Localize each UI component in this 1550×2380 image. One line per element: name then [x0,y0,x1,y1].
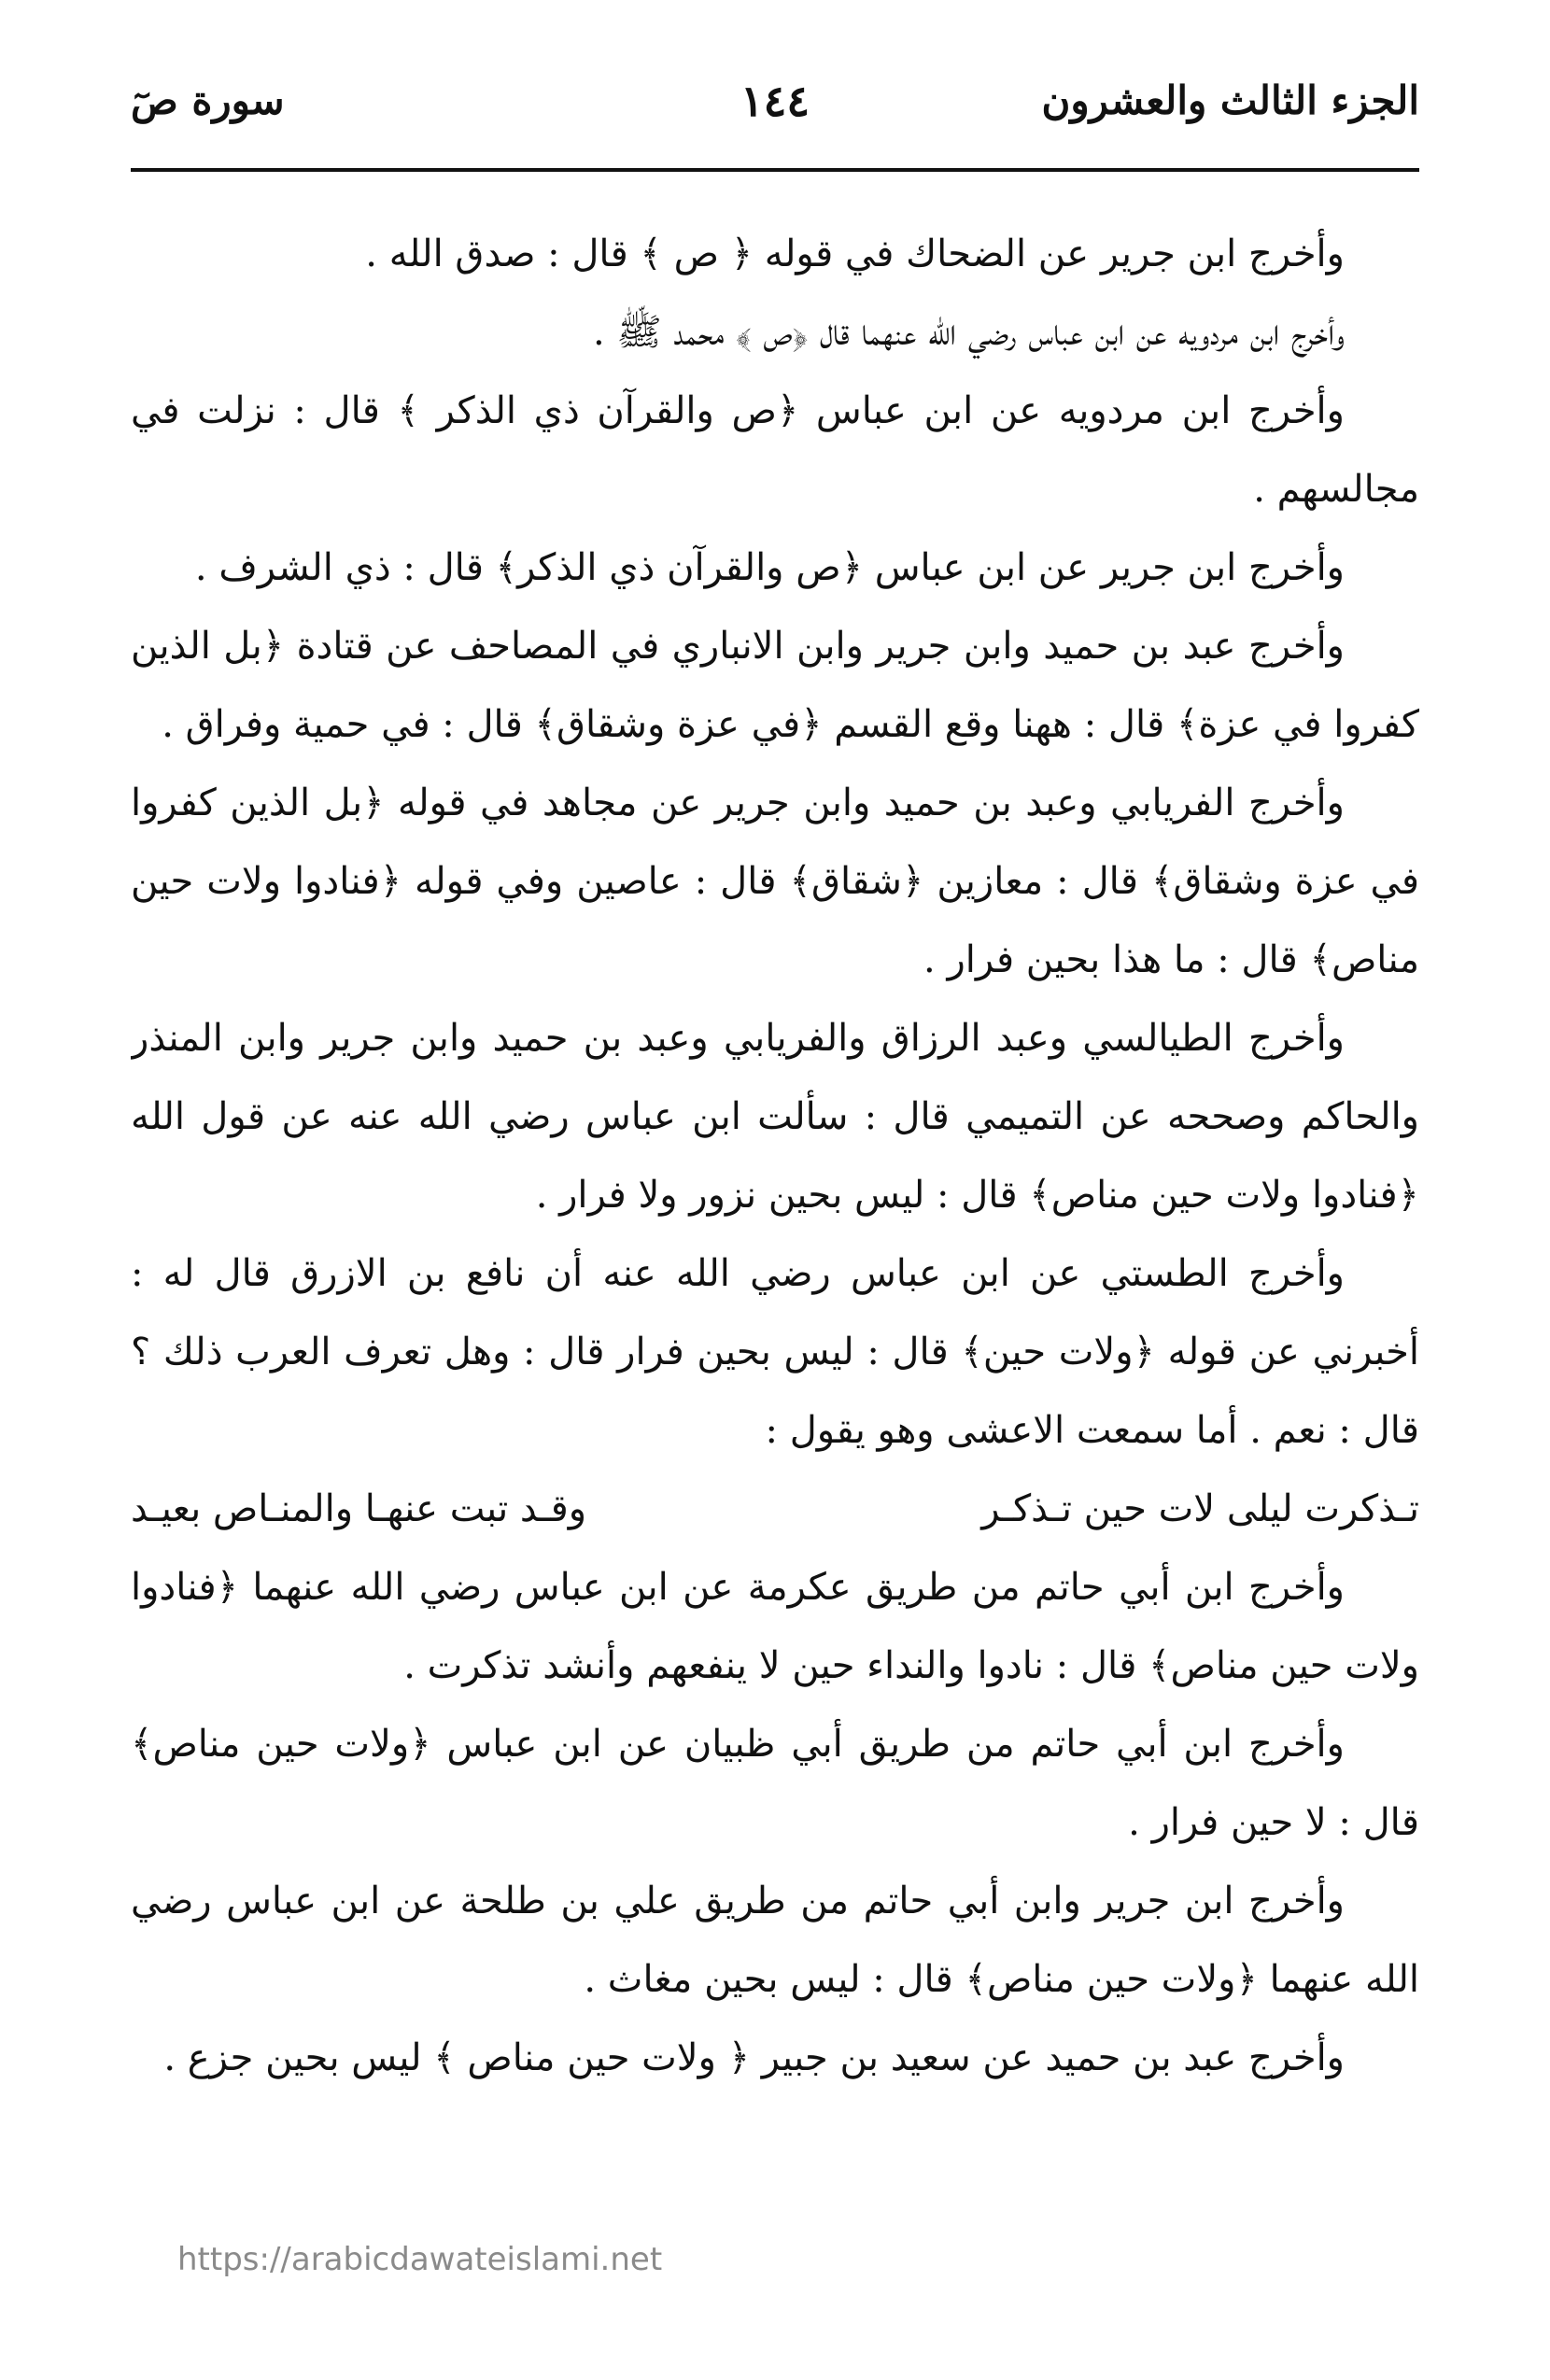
source-watermark: https://arabicdawateislami.net [177,2241,663,2278]
verse-first-hemistich: تـذكرت ليلى لات حين تـذكـر [981,1487,1419,1530]
header-rule [131,168,1419,172]
paragraph: وأخرج الطستي عن ابن عباس رضي الله عنه أن نافع بن الازرق قال له : أخبرني عن قوله ﴿ولات حين﴾ قال : ليس بحين فرار قال : وهل تعرف العرب ذلك ؟ قال : نعم . أما سمعت الاعشى وهو يقول : [131,1252,1419,1452]
paragraph: وأخرج ابن مردويه عن ابن عباس رضي الله عنهما قال ﴿ص ﴾ محمد ﷺ . [592,311,1345,354]
part-title: الجزء الثالث والعشرون [1041,77,1419,123]
paragraph: وأخرج الطيالسي وعبد الرزاق والفريابي وعبد بن حميد وابن جرير وابن المنذر والحاكم وصححه عن التميمي قال : سألت ابن عباس رضي الله عنه عن قول الله ﴿فنادوا ولات حين مناص﴾ قال : ليس بحين نزور ولا فرار . [131,1017,1419,1217]
paragraph: وأخرج عبد بن حميد وابن جرير وابن الانباري في المصاحف عن قتادة ﴿بل الذين كفروا في عزة﴾ قال : ههنا وقع القسم ﴿في عزة وشقاق﴾ قال : في حمية وفراق . [131,625,1419,746]
verse-second-hemistich: وقـد تبت عنهـا والمنـاص بعيـد [131,1487,587,1530]
paragraph: وأخرج ابن جرير عن الضحاك في قوله ﴿ ص ﴾ قال : صدق الله . [365,232,1345,275]
paragraph: وأخرج ابن أبي حاتم من طريق أبي ظبيان عن ابن عباس ﴿ولات حين مناص﴾ قال : لا حين فرار . [131,1723,1419,1844]
page-header [131,63,1419,148]
page-number: ١٤٤ [740,76,810,126]
page-body [131,215,1419,2240]
paragraph: وأخرج عبد بن حميد عن سعيد بن جبير ﴿ ولات حين مناص ﴾ ليس بحين جزع . [163,2036,1345,2079]
paragraph: وأخرج ابن أبي حاتم من طريق عكرمة عن ابن عباس رضي الله عنهما ﴿فنادوا ولات حين مناص﴾ قال : نادوا والنداء حين لا ينفعهم وأنشد تذكرت . [131,1566,1419,1687]
paragraph: وأخرج ابن جرير وابن أبي حاتم من طريق علي بن طلحة عن ابن عباس رضي الله عنهما ﴿ولات حين مناص﴾ قال : ليس بحين مغاث . [131,1880,1419,2001]
poetry-verse [131,1470,1419,1548]
paragraph: وأخرج ابن مردويه عن ابن عباس ﴿ص والقرآن ذي الذكر ﴾ قال : نزلت في مجالسهم . [131,389,1419,511]
surah-title: سورة صٓ [131,77,285,123]
paragraph: وأخرج الفريابي وعبد بن حميد وابن جرير عن مجاهد في قوله ﴿بل الذين كفروا في عزة وشقاق﴾ قال : معازين ﴿شقاق﴾ قال : عاصين وفي قوله ﴿فنادوا ولات حين مناص﴾ قال : ما هذا بحين فرار . [131,782,1419,981]
paragraph: وأخرج ابن جرير عن ابن عباس ﴿ص والقرآن ذي الذكر﴾ قال : ذي الشرف . [194,546,1345,589]
